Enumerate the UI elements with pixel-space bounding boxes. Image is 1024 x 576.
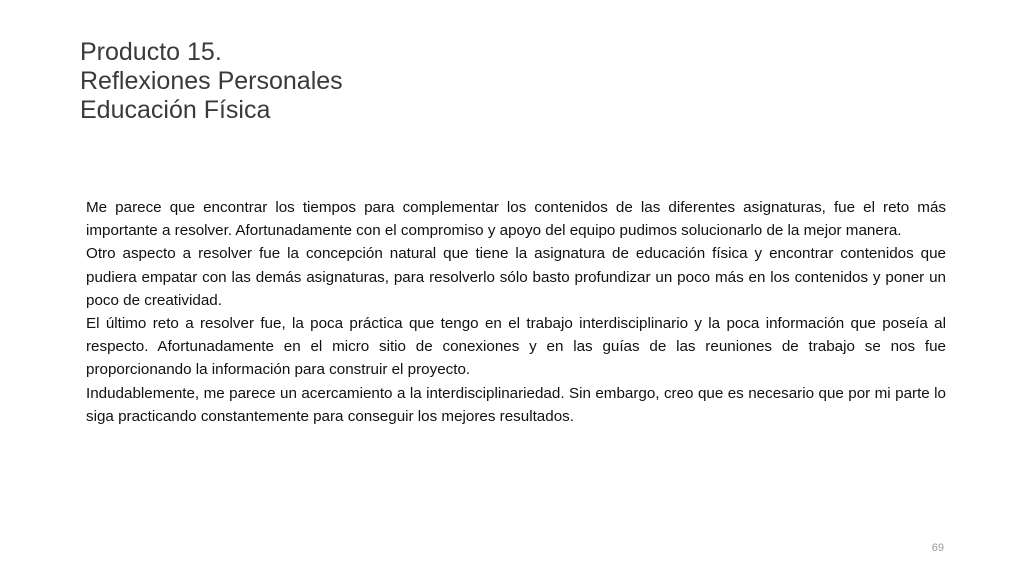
paragraph-3: El último reto a resolver fue, la poca práctica que tengo en el trabajo interdisciplinario y la poca información que poseía al respecto. Afortunadamente en el micro sitio de conexiones y en las guías de las reuniones de trabajo se nos fue proporcionando la información para construir el proyecto. (86, 315, 946, 379)
page-number: 69 (931, 542, 944, 554)
title-line-1: Producto 15. (80, 38, 222, 66)
title-line-2: Reflexiones Personales (80, 67, 343, 95)
paragraph-1: Me parece que encontrar los tiempos para complementar los contenidos de las diferentes asignaturas, fue el reto más importante a resolver. Afortunadamente con el compromiso y apoyo del equipo pudimos solucionarlo de la mejor manera. (86, 199, 946, 240)
slide-title (80, 38, 940, 125)
title-line-3: Educación Física (80, 96, 271, 124)
slide-body-text (86, 196, 946, 428)
paragraph-4: Indudablemente, me parece un acercamiento a la interdisciplinariedad. Sin embargo, creo que es necesario que por mi parte lo siga practicando constantemente para conseguir los mejores resultados. (86, 384, 946, 425)
paragraph-2: Otro aspecto a resolver fue la concepción natural que tiene la asignatura de educación física y encontrar contenidos que pudiera empatar con las demás asignaturas, para resolverlo sólo basto profundizar un poco más en los contenidos y poner un poco de creatividad. (86, 245, 946, 309)
